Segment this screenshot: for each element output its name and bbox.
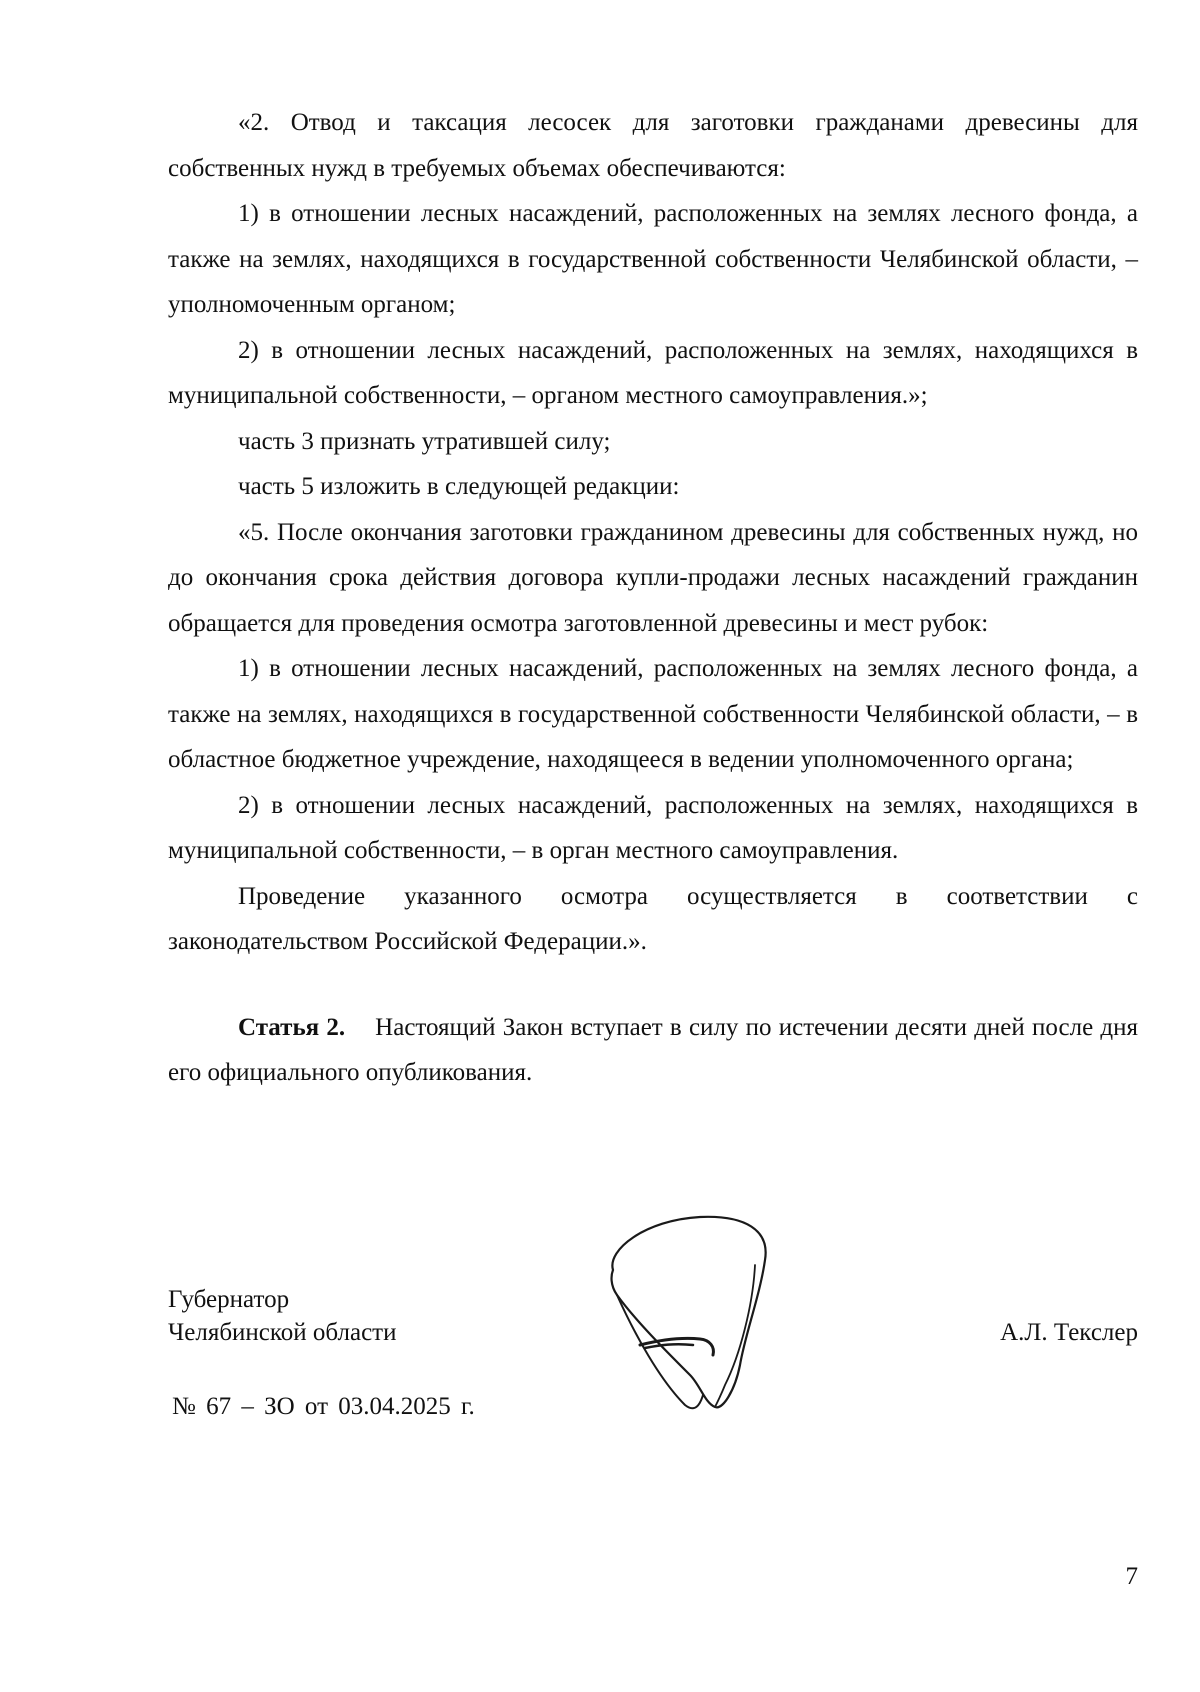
paragraph-clause-5-item-2: 2) в отношении лесных насаждений, расположенных на землях, находящихся в муниципальной собственности, – в орган местного самоуправления.: [168, 791, 1138, 864]
signatory-title: [168, 1283, 396, 1349]
paragraph-inspection: Проведение указанного осмотра осуществляется в соответствии с законодательством Российской Федерации.».: [168, 882, 1138, 955]
signatory-name: А.Л. Текслер: [1000, 1319, 1138, 1346]
paragraph-part-3: часть 3 признать утратившей силу;: [238, 427, 611, 455]
article-text: Настоящий Закон вступает в силу по истечении десяти дней после дня его официального опубликования.: [168, 1013, 1138, 1086]
article-label: Статья 2.: [238, 1013, 346, 1041]
paragraph-clause-2-item-1: 1) в отношении лесных насаждений, расположенных на землях лесного фонда, а также на землях, находящихся в государственной собственности Челябинской области, – уполномоченным органом;: [168, 200, 1138, 318]
handwritten-signature: [605, 1215, 795, 1415]
page-number: 7: [1125, 1563, 1138, 1590]
article-2: [168, 1005, 1138, 1096]
signatory-title-line2: Челябинской области: [168, 1319, 397, 1346]
paragraph-part-5-intro: часть 5 изложить в следующей редакции:: [238, 473, 680, 500]
paragraph-clause-5: «5. После окончания заготовки гражданином древесины для собственных нужд, но до окончания срока действия договора купли-продажи лесных насаждений гражданин обращается для проведения осмотра заготовленной древесины и мест рубок:: [168, 518, 1138, 637]
paragraph-clause-2-item-2: 2) в отношении лесных насаждений, расположенных на землях, находящихся в муниципальной собственности, – органом местного самоуправления.»;: [168, 336, 1138, 409]
law-body: [168, 100, 1138, 1096]
document-number: № 67 – ЗО от 03.04.2025 г.: [172, 1393, 475, 1420]
paragraph-clause-5-item-1: 1) в отношении лесных насаждений, расположенных на землях лесного фонда, а также на землях, находящихся в государственной собственности Челябинской области, – в областное бюджетное учреждение, находящееся в ведении уполномоченного органа;: [168, 655, 1138, 773]
signatory-title-line1: Губернатор: [168, 1286, 290, 1313]
paragraph-clause-2: «2. Отвод и таксация лесосек для заготовки гражданами древесины для собственных нужд в требуемых объемах обеспечиваются:: [168, 109, 1138, 182]
